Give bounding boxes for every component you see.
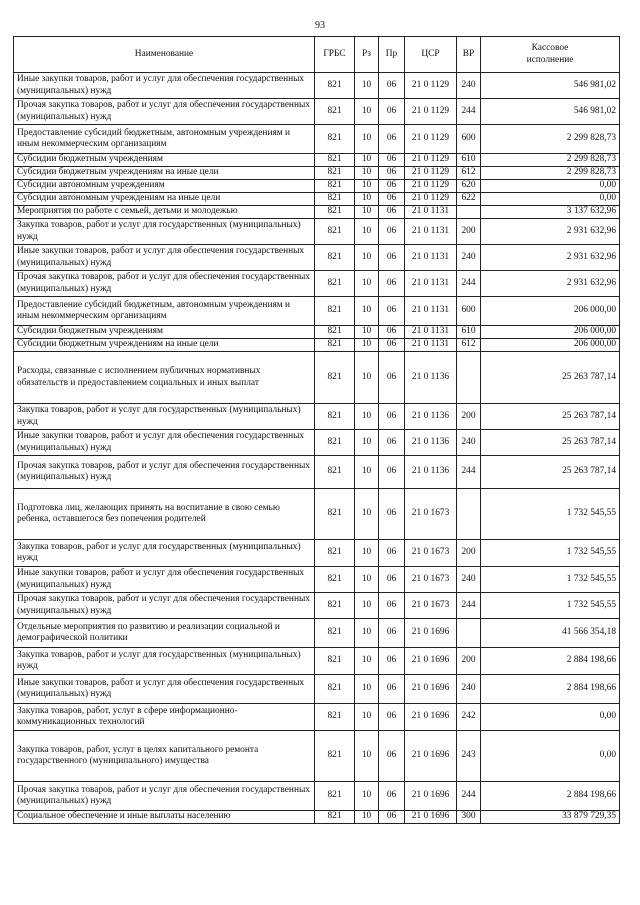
cell-csr: 21 0 1131 bbox=[405, 339, 457, 352]
cell-csr: 21 0 1129 bbox=[405, 167, 457, 180]
cell-rz: 10 bbox=[355, 154, 379, 167]
cell-grbs: 821 bbox=[315, 648, 355, 675]
cell-grbs: 821 bbox=[315, 193, 355, 206]
cell-amount: 0,00 bbox=[481, 704, 620, 731]
cell-amount: 2 931 632,96 bbox=[481, 271, 620, 297]
cell-csr: 21 0 1673 bbox=[405, 489, 457, 540]
cell-vr: 612 bbox=[457, 339, 481, 352]
cell-vr: 243 bbox=[457, 731, 481, 782]
cell-grbs: 821 bbox=[315, 206, 355, 219]
cell-name: Закупка товаров, работ и услуг для государственных (муниципальных) нужд bbox=[14, 648, 315, 675]
cell-csr: 21 0 1696 bbox=[405, 619, 457, 648]
table-row bbox=[14, 297, 620, 326]
cell-amount: 25 263 787,14 bbox=[481, 404, 620, 430]
cell-grbs: 821 bbox=[315, 339, 355, 352]
cell-name: Иные закупки товаров, работ и услуг для обеспечения государственных (муниципальных) нужд bbox=[14, 245, 315, 271]
cell-amount: 206 000,00 bbox=[481, 326, 620, 339]
cell-rz: 10 bbox=[355, 99, 379, 125]
cell-pr: 06 bbox=[379, 782, 405, 811]
cell-grbs: 821 bbox=[315, 489, 355, 540]
cell-csr: 21 0 1673 bbox=[405, 593, 457, 619]
cell-name: Закупка товаров, работ, услуг в целях капитального ремонта государственного (муниципального) имущества bbox=[14, 731, 315, 782]
cell-grbs: 821 bbox=[315, 619, 355, 648]
cell-rz: 10 bbox=[355, 456, 379, 489]
table-body bbox=[14, 73, 620, 824]
table-header-row bbox=[14, 37, 620, 73]
cell-vr: 240 bbox=[457, 245, 481, 271]
cell-amount: 25 263 787,14 bbox=[481, 456, 620, 489]
cell-amount: 2 884 198,66 bbox=[481, 782, 620, 811]
cell-name: Прочая закупка товаров, работ и услуг для обеспечения государственных (муниципальных) нужд bbox=[14, 456, 315, 489]
cell-pr: 06 bbox=[379, 154, 405, 167]
cell-pr: 06 bbox=[379, 567, 405, 593]
cell-amount: 3 137 632,96 bbox=[481, 206, 620, 219]
cell-amount: 0,00 bbox=[481, 731, 620, 782]
cell-rz: 10 bbox=[355, 704, 379, 731]
cell-grbs: 821 bbox=[315, 704, 355, 731]
table-row bbox=[14, 540, 620, 567]
cell-pr: 06 bbox=[379, 326, 405, 339]
cell-vr bbox=[457, 206, 481, 219]
cell-name: Прочая закупка товаров, работ и услуг для обеспечения государственных (муниципальных) нужд bbox=[14, 593, 315, 619]
cell-rz: 10 bbox=[355, 206, 379, 219]
cell-grbs: 821 bbox=[315, 567, 355, 593]
cell-amount: 25 263 787,14 bbox=[481, 430, 620, 456]
cell-name: Субсидии бюджетным учреждениям на иные цели bbox=[14, 339, 315, 352]
cell-grbs: 821 bbox=[315, 125, 355, 154]
table-row bbox=[14, 193, 620, 206]
cell-csr: 21 0 1131 bbox=[405, 297, 457, 326]
cell-grbs: 821 bbox=[315, 167, 355, 180]
table-row bbox=[14, 154, 620, 167]
cell-name: Иные закупки товаров, работ и услуг для обеспечения государственных (муниципальных) нужд bbox=[14, 675, 315, 704]
cell-amount: 1 732 545,55 bbox=[481, 489, 620, 540]
cell-rz: 10 bbox=[355, 489, 379, 540]
cell-vr: 600 bbox=[457, 125, 481, 154]
table-row bbox=[14, 489, 620, 540]
cell-csr: 21 0 1696 bbox=[405, 782, 457, 811]
table-row bbox=[14, 456, 620, 489]
table-row bbox=[14, 73, 620, 99]
cell-rz: 10 bbox=[355, 782, 379, 811]
cell-name: Субсидии автономным учреждениям bbox=[14, 180, 315, 193]
cell-csr: 21 0 1129 bbox=[405, 99, 457, 125]
cell-pr: 06 bbox=[379, 593, 405, 619]
cell-csr: 21 0 1136 bbox=[405, 430, 457, 456]
cell-csr: 21 0 1129 bbox=[405, 193, 457, 206]
cell-rz: 10 bbox=[355, 593, 379, 619]
cell-vr: 244 bbox=[457, 782, 481, 811]
table-row bbox=[14, 404, 620, 430]
header-csr: ЦСР bbox=[405, 37, 457, 73]
cell-pr: 06 bbox=[379, 125, 405, 154]
cell-vr: 240 bbox=[457, 73, 481, 99]
header-grbs: ГРБС bbox=[315, 37, 355, 73]
table-row bbox=[14, 180, 620, 193]
cell-amount: 1 732 545,55 bbox=[481, 593, 620, 619]
cell-amount: 1 732 545,55 bbox=[481, 567, 620, 593]
cell-rz: 10 bbox=[355, 619, 379, 648]
cell-name: Иные закупки товаров, работ и услуг для обеспечения государственных (муниципальных) нужд bbox=[14, 430, 315, 456]
cell-pr: 06 bbox=[379, 339, 405, 352]
cell-vr bbox=[457, 489, 481, 540]
cell-pr: 06 bbox=[379, 206, 405, 219]
cell-csr: 21 0 1673 bbox=[405, 540, 457, 567]
cell-grbs: 821 bbox=[315, 404, 355, 430]
table-row bbox=[14, 619, 620, 648]
table-row bbox=[14, 271, 620, 297]
cell-rz: 10 bbox=[355, 675, 379, 704]
cell-grbs: 821 bbox=[315, 675, 355, 704]
cell-rz: 10 bbox=[355, 271, 379, 297]
cell-csr: 21 0 1696 bbox=[405, 811, 457, 824]
cell-vr: 200 bbox=[457, 404, 481, 430]
cell-name: Прочая закупка товаров, работ и услуг для обеспечения государственных (муниципальных) нужд bbox=[14, 271, 315, 297]
table-row bbox=[14, 593, 620, 619]
cell-amount: 2 299 828,73 bbox=[481, 154, 620, 167]
cell-amount: 546 981,02 bbox=[481, 73, 620, 99]
cell-rz: 10 bbox=[355, 648, 379, 675]
cell-name: Субсидии бюджетным учреждениям bbox=[14, 326, 315, 339]
cell-vr: 200 bbox=[457, 648, 481, 675]
table-row bbox=[14, 704, 620, 731]
cell-csr: 21 0 1696 bbox=[405, 704, 457, 731]
table-row bbox=[14, 782, 620, 811]
table-row bbox=[14, 125, 620, 154]
cell-pr: 06 bbox=[379, 297, 405, 326]
cell-name: Субсидии бюджетным учреждениям bbox=[14, 154, 315, 167]
cell-csr: 21 0 1129 bbox=[405, 154, 457, 167]
cell-amount: 33 879 729,35 bbox=[481, 811, 620, 824]
cell-name: Предоставление субсидий бюджетным, автономным учреждениям и иным некоммерческим организациям bbox=[14, 125, 315, 154]
table-row bbox=[14, 648, 620, 675]
cell-rz: 10 bbox=[355, 404, 379, 430]
cell-csr: 21 0 1129 bbox=[405, 73, 457, 99]
table-row bbox=[14, 811, 620, 824]
cell-grbs: 821 bbox=[315, 180, 355, 193]
cell-vr: 300 bbox=[457, 811, 481, 824]
cell-amount: 2 299 828,73 bbox=[481, 167, 620, 180]
cell-pr: 06 bbox=[379, 704, 405, 731]
cell-rz: 10 bbox=[355, 167, 379, 180]
cell-amount: 546 981,02 bbox=[481, 99, 620, 125]
cell-amount: 2 299 828,73 bbox=[481, 125, 620, 154]
cell-vr: 244 bbox=[457, 99, 481, 125]
cell-csr: 21 0 1696 bbox=[405, 731, 457, 782]
cell-name: Закупка товаров, работ и услуг для государственных (муниципальных) нужд bbox=[14, 219, 315, 245]
cell-grbs: 821 bbox=[315, 271, 355, 297]
table-row bbox=[14, 339, 620, 352]
cell-pr: 06 bbox=[379, 352, 405, 404]
cell-vr: 622 bbox=[457, 193, 481, 206]
header-name: Наименование bbox=[14, 37, 315, 73]
header-pr: Пр bbox=[379, 37, 405, 73]
table-row bbox=[14, 99, 620, 125]
cell-name: Подготовка лиц, желающих принять на воспитание в свою семью ребенка, оставшегося без попечения родителей bbox=[14, 489, 315, 540]
cell-rz: 10 bbox=[355, 326, 379, 339]
cell-vr: 244 bbox=[457, 456, 481, 489]
table-row bbox=[14, 167, 620, 180]
cell-vr: 610 bbox=[457, 154, 481, 167]
cell-pr: 06 bbox=[379, 430, 405, 456]
cell-name: Субсидии бюджетным учреждениям на иные цели bbox=[14, 167, 315, 180]
cell-grbs: 821 bbox=[315, 73, 355, 99]
cell-pr: 06 bbox=[379, 489, 405, 540]
cell-csr: 21 0 1673 bbox=[405, 567, 457, 593]
cell-name: Прочая закупка товаров, работ и услуг для обеспечения государственных (муниципальных) нужд bbox=[14, 782, 315, 811]
cell-vr: 200 bbox=[457, 540, 481, 567]
cell-rz: 10 bbox=[355, 731, 379, 782]
cell-rz: 10 bbox=[355, 219, 379, 245]
cell-name: Расходы, связанные с исполнением публичных нормативных обязательств и предоставлением социальных и иных выплат bbox=[14, 352, 315, 404]
cell-grbs: 821 bbox=[315, 811, 355, 824]
cell-vr: 240 bbox=[457, 567, 481, 593]
table-row bbox=[14, 206, 620, 219]
header-amount: Кассовое исполнение bbox=[481, 37, 620, 73]
cell-name: Социальное обеспечение и иные выплаты населению bbox=[14, 811, 315, 824]
cell-pr: 06 bbox=[379, 193, 405, 206]
cell-name: Закупка товаров, работ и услуг для государственных (муниципальных) нужд bbox=[14, 540, 315, 567]
cell-grbs: 821 bbox=[315, 782, 355, 811]
cell-pr: 06 bbox=[379, 731, 405, 782]
cell-vr: 610 bbox=[457, 326, 481, 339]
cell-amount: 0,00 bbox=[481, 193, 620, 206]
table-row bbox=[14, 352, 620, 404]
cell-csr: 21 0 1696 bbox=[405, 675, 457, 704]
cell-vr: 200 bbox=[457, 219, 481, 245]
cell-vr: 612 bbox=[457, 167, 481, 180]
cell-pr: 06 bbox=[379, 73, 405, 99]
header-rz: Рз bbox=[355, 37, 379, 73]
cell-csr: 21 0 1131 bbox=[405, 271, 457, 297]
cell-csr: 21 0 1696 bbox=[405, 648, 457, 675]
cell-grbs: 821 bbox=[315, 326, 355, 339]
cell-grbs: 821 bbox=[315, 540, 355, 567]
cell-pr: 06 bbox=[379, 675, 405, 704]
table-row bbox=[14, 731, 620, 782]
cell-amount: 206 000,00 bbox=[481, 339, 620, 352]
cell-pr: 06 bbox=[379, 99, 405, 125]
cell-pr: 06 bbox=[379, 271, 405, 297]
cell-rz: 10 bbox=[355, 430, 379, 456]
cell-csr: 21 0 1131 bbox=[405, 219, 457, 245]
cell-name: Предоставление субсидий бюджетным, автономным учреждениям и иным некоммерческим организациям bbox=[14, 297, 315, 326]
cell-grbs: 821 bbox=[315, 154, 355, 167]
cell-name: Мероприятия по работе с семьей, детьми и молодежью bbox=[14, 206, 315, 219]
cell-csr: 21 0 1129 bbox=[405, 180, 457, 193]
cell-name: Закупка товаров, работ, услуг в сфере информационно-коммуникационных технологий bbox=[14, 704, 315, 731]
cell-rz: 10 bbox=[355, 811, 379, 824]
cell-rz: 10 bbox=[355, 125, 379, 154]
cell-vr: 242 bbox=[457, 704, 481, 731]
cell-grbs: 821 bbox=[315, 297, 355, 326]
cell-rz: 10 bbox=[355, 193, 379, 206]
cell-amount: 0,00 bbox=[481, 180, 620, 193]
cell-amount: 1 732 545,55 bbox=[481, 540, 620, 567]
cell-pr: 06 bbox=[379, 180, 405, 193]
cell-amount: 2 931 632,96 bbox=[481, 245, 620, 271]
cell-name: Закупка товаров, работ и услуг для государственных (муниципальных) нужд bbox=[14, 404, 315, 430]
cell-amount: 41 566 354,18 bbox=[481, 619, 620, 648]
cell-name: Прочая закупка товаров, работ и услуг для обеспечения государственных (муниципальных) нужд bbox=[14, 99, 315, 125]
cell-grbs: 821 bbox=[315, 456, 355, 489]
cell-name: Иные закупки товаров, работ и услуг для обеспечения государственных (муниципальных) нужд bbox=[14, 73, 315, 99]
cell-pr: 06 bbox=[379, 619, 405, 648]
cell-grbs: 821 bbox=[315, 99, 355, 125]
cell-grbs: 821 bbox=[315, 245, 355, 271]
table-row bbox=[14, 326, 620, 339]
table-row bbox=[14, 219, 620, 245]
cell-vr: 620 bbox=[457, 180, 481, 193]
cell-name: Отдельные мероприятия по развитию и реализации социальной и демографической политики bbox=[14, 619, 315, 648]
cell-pr: 06 bbox=[379, 219, 405, 245]
cell-amount: 25 263 787,14 bbox=[481, 352, 620, 404]
cell-vr bbox=[457, 352, 481, 404]
cell-name: Иные закупки товаров, работ и услуг для обеспечения государственных (муниципальных) нужд bbox=[14, 567, 315, 593]
cell-vr bbox=[457, 619, 481, 648]
cell-pr: 06 bbox=[379, 245, 405, 271]
cell-rz: 10 bbox=[355, 245, 379, 271]
cell-rz: 10 bbox=[355, 73, 379, 99]
cell-grbs: 821 bbox=[315, 731, 355, 782]
cell-csr: 21 0 1131 bbox=[405, 245, 457, 271]
cell-grbs: 821 bbox=[315, 593, 355, 619]
cell-name: Субсидии автономным учреждениям на иные цели bbox=[14, 193, 315, 206]
table-row bbox=[14, 675, 620, 704]
cell-grbs: 821 bbox=[315, 219, 355, 245]
cell-rz: 10 bbox=[355, 339, 379, 352]
table-row bbox=[14, 430, 620, 456]
cell-csr: 21 0 1129 bbox=[405, 125, 457, 154]
cell-csr: 21 0 1136 bbox=[405, 456, 457, 489]
cell-pr: 06 bbox=[379, 648, 405, 675]
cell-amount: 206 000,00 bbox=[481, 297, 620, 326]
cell-csr: 21 0 1131 bbox=[405, 326, 457, 339]
cell-rz: 10 bbox=[355, 567, 379, 593]
cell-amount: 2 931 632,96 bbox=[481, 219, 620, 245]
cell-rz: 10 bbox=[355, 352, 379, 404]
table-row bbox=[14, 245, 620, 271]
cell-pr: 06 bbox=[379, 456, 405, 489]
cell-rz: 10 bbox=[355, 297, 379, 326]
cell-vr: 600 bbox=[457, 297, 481, 326]
header-vr: ВР bbox=[457, 37, 481, 73]
page-number: 93 bbox=[315, 20, 325, 31]
cell-pr: 06 bbox=[379, 404, 405, 430]
cell-rz: 10 bbox=[355, 180, 379, 193]
cell-pr: 06 bbox=[379, 540, 405, 567]
cell-grbs: 821 bbox=[315, 430, 355, 456]
cell-vr: 244 bbox=[457, 593, 481, 619]
cell-pr: 06 bbox=[379, 811, 405, 824]
cell-vr: 240 bbox=[457, 430, 481, 456]
table-row bbox=[14, 567, 620, 593]
cell-amount: 2 884 198,66 bbox=[481, 648, 620, 675]
cell-amount: 2 884 198,66 bbox=[481, 675, 620, 704]
budget-execution-table bbox=[13, 36, 620, 824]
cell-csr: 21 0 1131 bbox=[405, 206, 457, 219]
cell-grbs: 821 bbox=[315, 352, 355, 404]
cell-rz: 10 bbox=[355, 540, 379, 567]
cell-pr: 06 bbox=[379, 167, 405, 180]
cell-csr: 21 0 1136 bbox=[405, 404, 457, 430]
cell-csr: 21 0 1136 bbox=[405, 352, 457, 404]
cell-vr: 240 bbox=[457, 675, 481, 704]
cell-vr: 244 bbox=[457, 271, 481, 297]
